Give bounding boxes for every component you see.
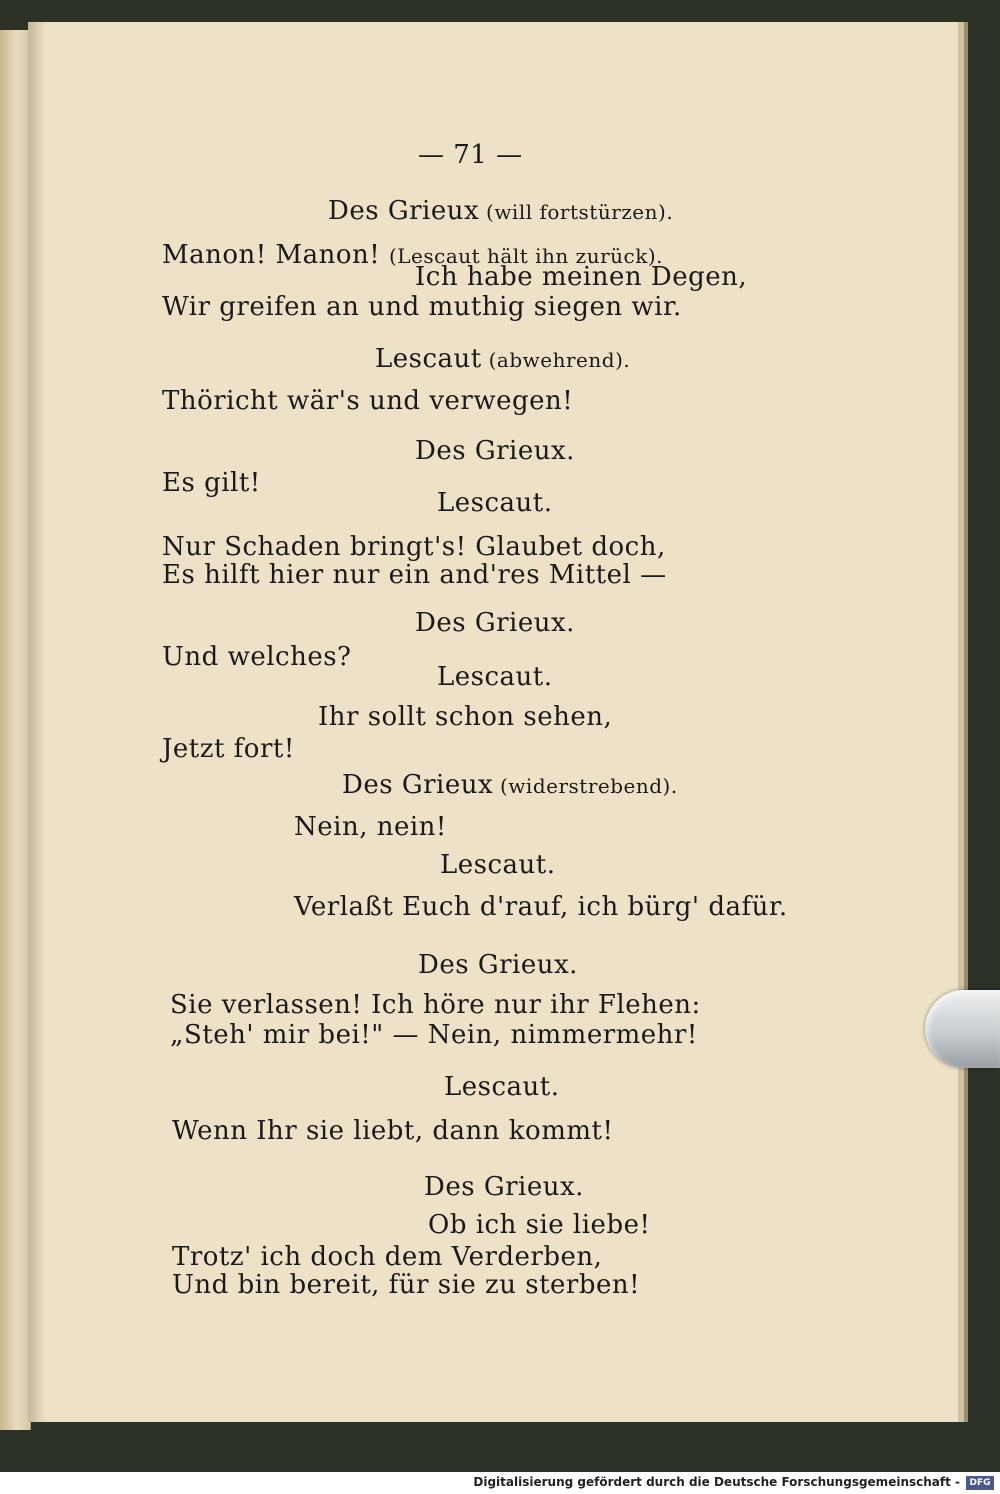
speaker-line: Des Grieux.: [424, 1172, 584, 1202]
stage-direction: (will fortstürzen).: [479, 200, 674, 224]
stage-direction: (widerstrebend).: [493, 774, 678, 798]
page-clip: [925, 990, 1000, 1068]
speaker-line: Des Grieux.: [415, 608, 575, 638]
dialogue-line: Es gilt!: [162, 468, 261, 498]
dialogue-line: Verlaßt Euch d'rauf, ich bürg' dafür.: [294, 892, 788, 922]
left-page-edge: [0, 30, 31, 1430]
dialogue-line: Thöricht wär's und verwegen!: [162, 386, 574, 416]
dialogue-line: Jetzt fort!: [162, 734, 295, 764]
speaker-line: [328, 196, 673, 227]
speaker-line: [375, 344, 630, 375]
dialogue-line: Trotz' ich doch dem Verderben,: [172, 1242, 603, 1272]
speaker-line: Lescaut.: [437, 662, 553, 692]
dialogue-line: Es hilft hier nur ein and'res Mittel —: [162, 560, 667, 590]
stage-direction: (Lescaut hält ihn zurück).: [388, 244, 664, 268]
dialogue-line: Und bin bereit, für sie zu sterben!: [172, 1270, 641, 1300]
dfg-logo-icon: DFG: [966, 1476, 994, 1490]
footer-bar: [0, 1472, 1000, 1494]
stage-direction: (abwehrend).: [481, 348, 631, 372]
speaker-line: Lescaut.: [437, 488, 553, 518]
speaker-line: [342, 770, 678, 801]
dialogue-line: „Steh' mir bei!" — Nein, nimmermehr!: [170, 1020, 698, 1050]
speaker-line: Des Grieux.: [418, 950, 578, 980]
dialogue-line: Und welches?: [162, 642, 352, 672]
dialogue-line: Ob ich sie liebe!: [428, 1210, 651, 1240]
speaker-name: Des Grieux: [342, 770, 494, 800]
page-number: — 71 —: [418, 140, 523, 170]
dialogue-line: Sie verlassen! Ich höre nur ihr Flehen:: [170, 990, 701, 1020]
dialogue-line: Nein, nein!: [294, 812, 447, 842]
dialogue-line: Ihr sollt schon sehen,: [318, 702, 613, 732]
speaker-line: Des Grieux.: [415, 436, 575, 466]
speaker-name: Lescaut: [375, 344, 482, 374]
dialogue-line: Nur Schaden bringt's! Glaubet doch,: [162, 532, 666, 562]
dialogue-text: Manon! Manon!: [162, 240, 389, 270]
binding-shadow: [28, 22, 46, 1422]
footer-credit: Digitalisierung gefördert durch die Deutsche Forschungsgemeinschaft -: [473, 1475, 960, 1489]
dialogue-line: Ich habe meinen Degen,: [415, 262, 748, 292]
dialogue-line: Wir greifen an und muthig siegen wir.: [162, 292, 682, 322]
speaker-line: Lescaut.: [440, 850, 556, 880]
speaker-name: Des Grieux: [328, 196, 480, 226]
speaker-line: Lescaut.: [444, 1072, 560, 1102]
dialogue-line: Wenn Ihr sie liebt, dann kommt!: [172, 1116, 614, 1146]
